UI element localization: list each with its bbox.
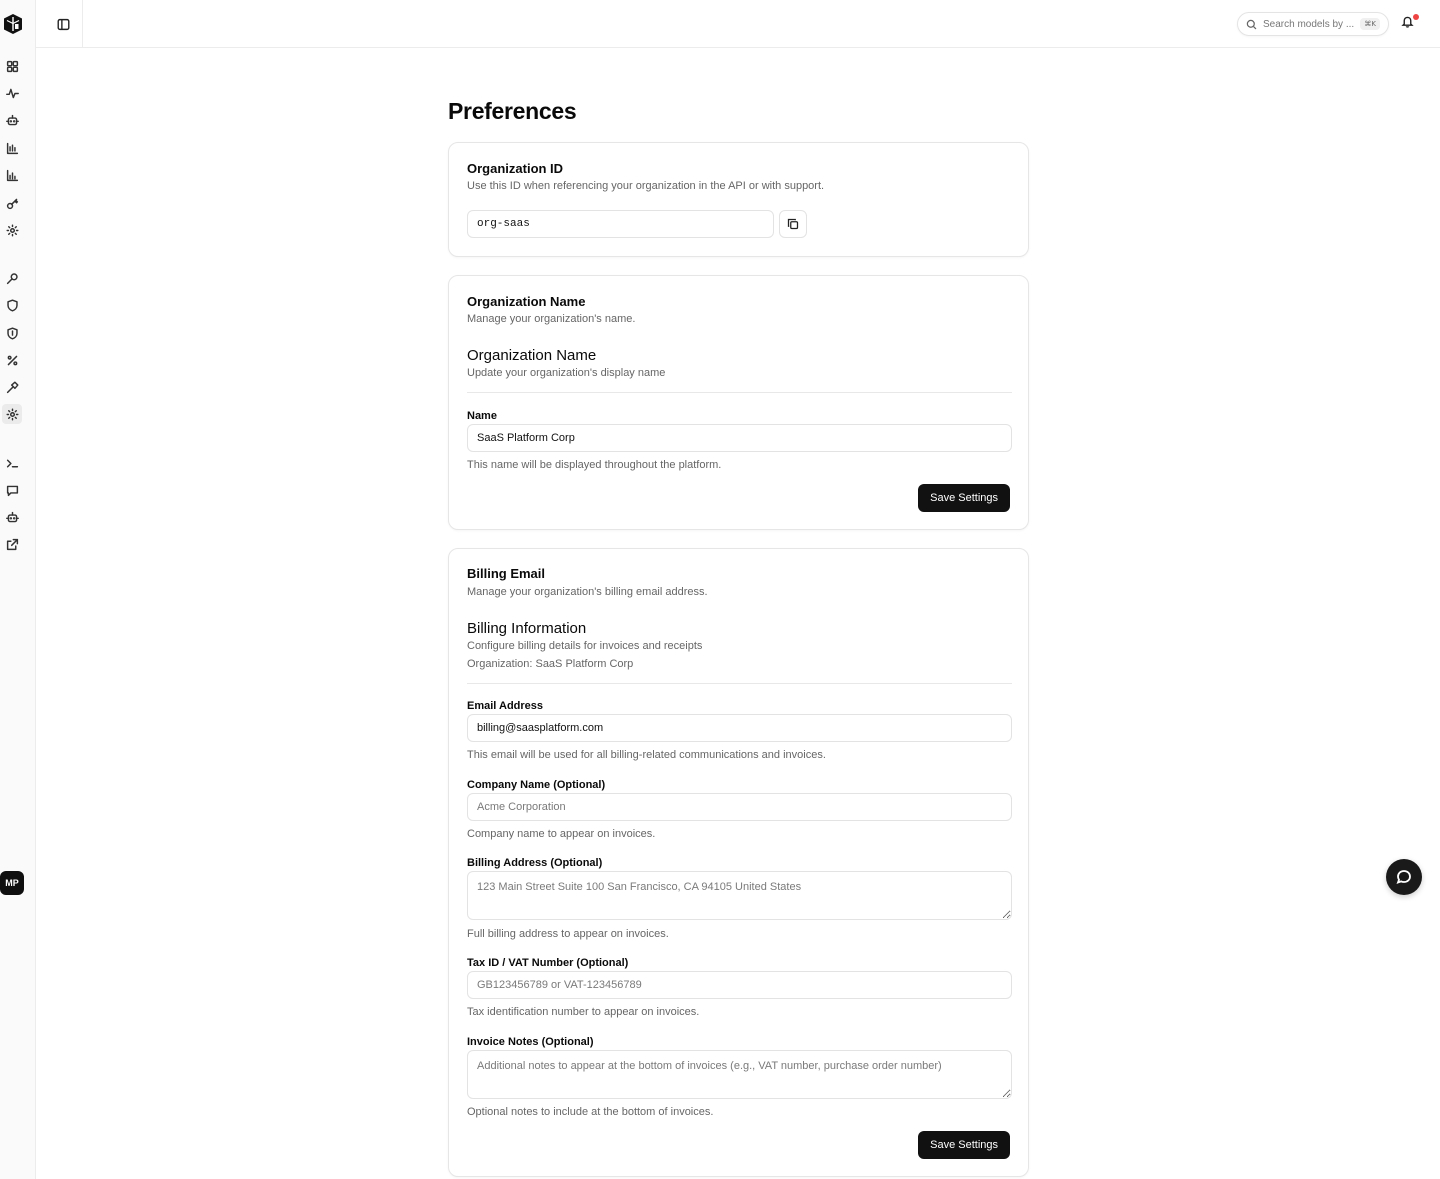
organization-id-field[interactable] (467, 210, 774, 238)
avatar[interactable]: MP (0, 871, 24, 895)
dashboard-icon[interactable] (4, 58, 20, 74)
notification-bell-icon[interactable] (1401, 15, 1419, 33)
notes-hint: Optional notes to include at the bottom of invoices. (467, 1106, 714, 1118)
organization-line: Organization: SaaS Platform Corp (467, 658, 634, 670)
copy-icon (787, 218, 799, 230)
organization-name-field[interactable] (467, 424, 1012, 452)
name-label: Name (467, 410, 497, 422)
company-label: Company Name (Optional) (467, 779, 606, 791)
shield-check-icon[interactable] (4, 325, 20, 341)
address-hint: Full billing address to appear on invoices. (467, 928, 669, 940)
cube-logo-icon[interactable] (3, 13, 23, 35)
section-description: Update your organization's display name (467, 367, 666, 379)
organization-id-card (448, 142, 1029, 257)
billing-address-field[interactable] (467, 871, 1012, 920)
chat-bubble-icon (1396, 869, 1412, 885)
notification-dot (1413, 14, 1419, 20)
settings-gear-active-icon[interactable] (2, 404, 22, 424)
card-title: Billing Email (467, 566, 546, 581)
card-description: Manage your organization's billing email address. (467, 586, 708, 598)
wrench-icon[interactable] (4, 270, 20, 286)
section-description: Configure billing details for invoices and receipts (467, 640, 703, 652)
billing-email-card (448, 548, 1029, 1177)
name-hint: This name will be displayed throughout the platform. (467, 459, 722, 471)
section-title: Organization Name (467, 347, 597, 364)
organization-name-card (448, 275, 1029, 530)
search-icon (1246, 19, 1257, 30)
search-shortcut: ⌘K (1360, 18, 1380, 30)
hammer-icon[interactable] (4, 379, 20, 395)
external-link-icon[interactable] (4, 536, 20, 552)
card-title: Organization Name (467, 294, 586, 309)
card-description: Use this ID when referencing your organization in the API or with support. (467, 180, 825, 192)
search-placeholder: Search models by ... (1263, 18, 1355, 30)
key-icon[interactable] (4, 195, 20, 211)
save-settings-button[interactable]: Save Settings (918, 484, 1010, 512)
tax-id-field[interactable] (467, 971, 1012, 999)
topbar-divider (82, 0, 83, 48)
email-label: Email Address (467, 700, 544, 712)
bot-icon[interactable] (4, 112, 20, 128)
percent-icon[interactable] (4, 352, 20, 368)
divider (467, 683, 1012, 684)
search-input[interactable] (1237, 12, 1389, 36)
activity-icon[interactable] (4, 85, 20, 101)
tax-hint: Tax identification number to appear on invoices. (467, 1006, 700, 1018)
card-description: Manage your organization's name. (467, 313, 636, 325)
tax-label: Tax ID / VAT Number (Optional) (467, 957, 629, 969)
invoice-notes-field[interactable] (467, 1050, 1012, 1099)
chat-button[interactable] (1386, 859, 1422, 895)
email-hint: This email will be used for all billing-related communications and invoices. (467, 749, 826, 761)
message-icon[interactable] (4, 482, 20, 498)
section-title: Billing Information (467, 620, 587, 637)
company-name-field[interactable] (467, 793, 1012, 821)
sidebar-toggle-icon[interactable] (54, 15, 72, 33)
line-chart-icon[interactable] (4, 167, 20, 183)
save-settings-button[interactable]: Save Settings (918, 1131, 1010, 1159)
terminal-icon[interactable] (4, 455, 20, 471)
settings-gear-icon[interactable] (4, 222, 20, 238)
company-hint: Company name to appear on invoices. (467, 828, 656, 840)
top-bar (36, 0, 1440, 48)
copy-button[interactable] (779, 210, 807, 238)
sidebar (0, 0, 36, 1179)
email-field[interactable] (467, 714, 1012, 742)
shield-icon[interactable] (4, 297, 20, 313)
bar-chart-icon[interactable] (4, 140, 20, 156)
card-title: Organization ID (467, 161, 564, 176)
bot-chat-icon[interactable] (4, 509, 20, 525)
divider (467, 392, 1012, 393)
notes-label: Invoice Notes (Optional) (467, 1036, 594, 1048)
page-title: Preferences (448, 98, 577, 124)
address-label: Billing Address (Optional) (467, 857, 603, 869)
